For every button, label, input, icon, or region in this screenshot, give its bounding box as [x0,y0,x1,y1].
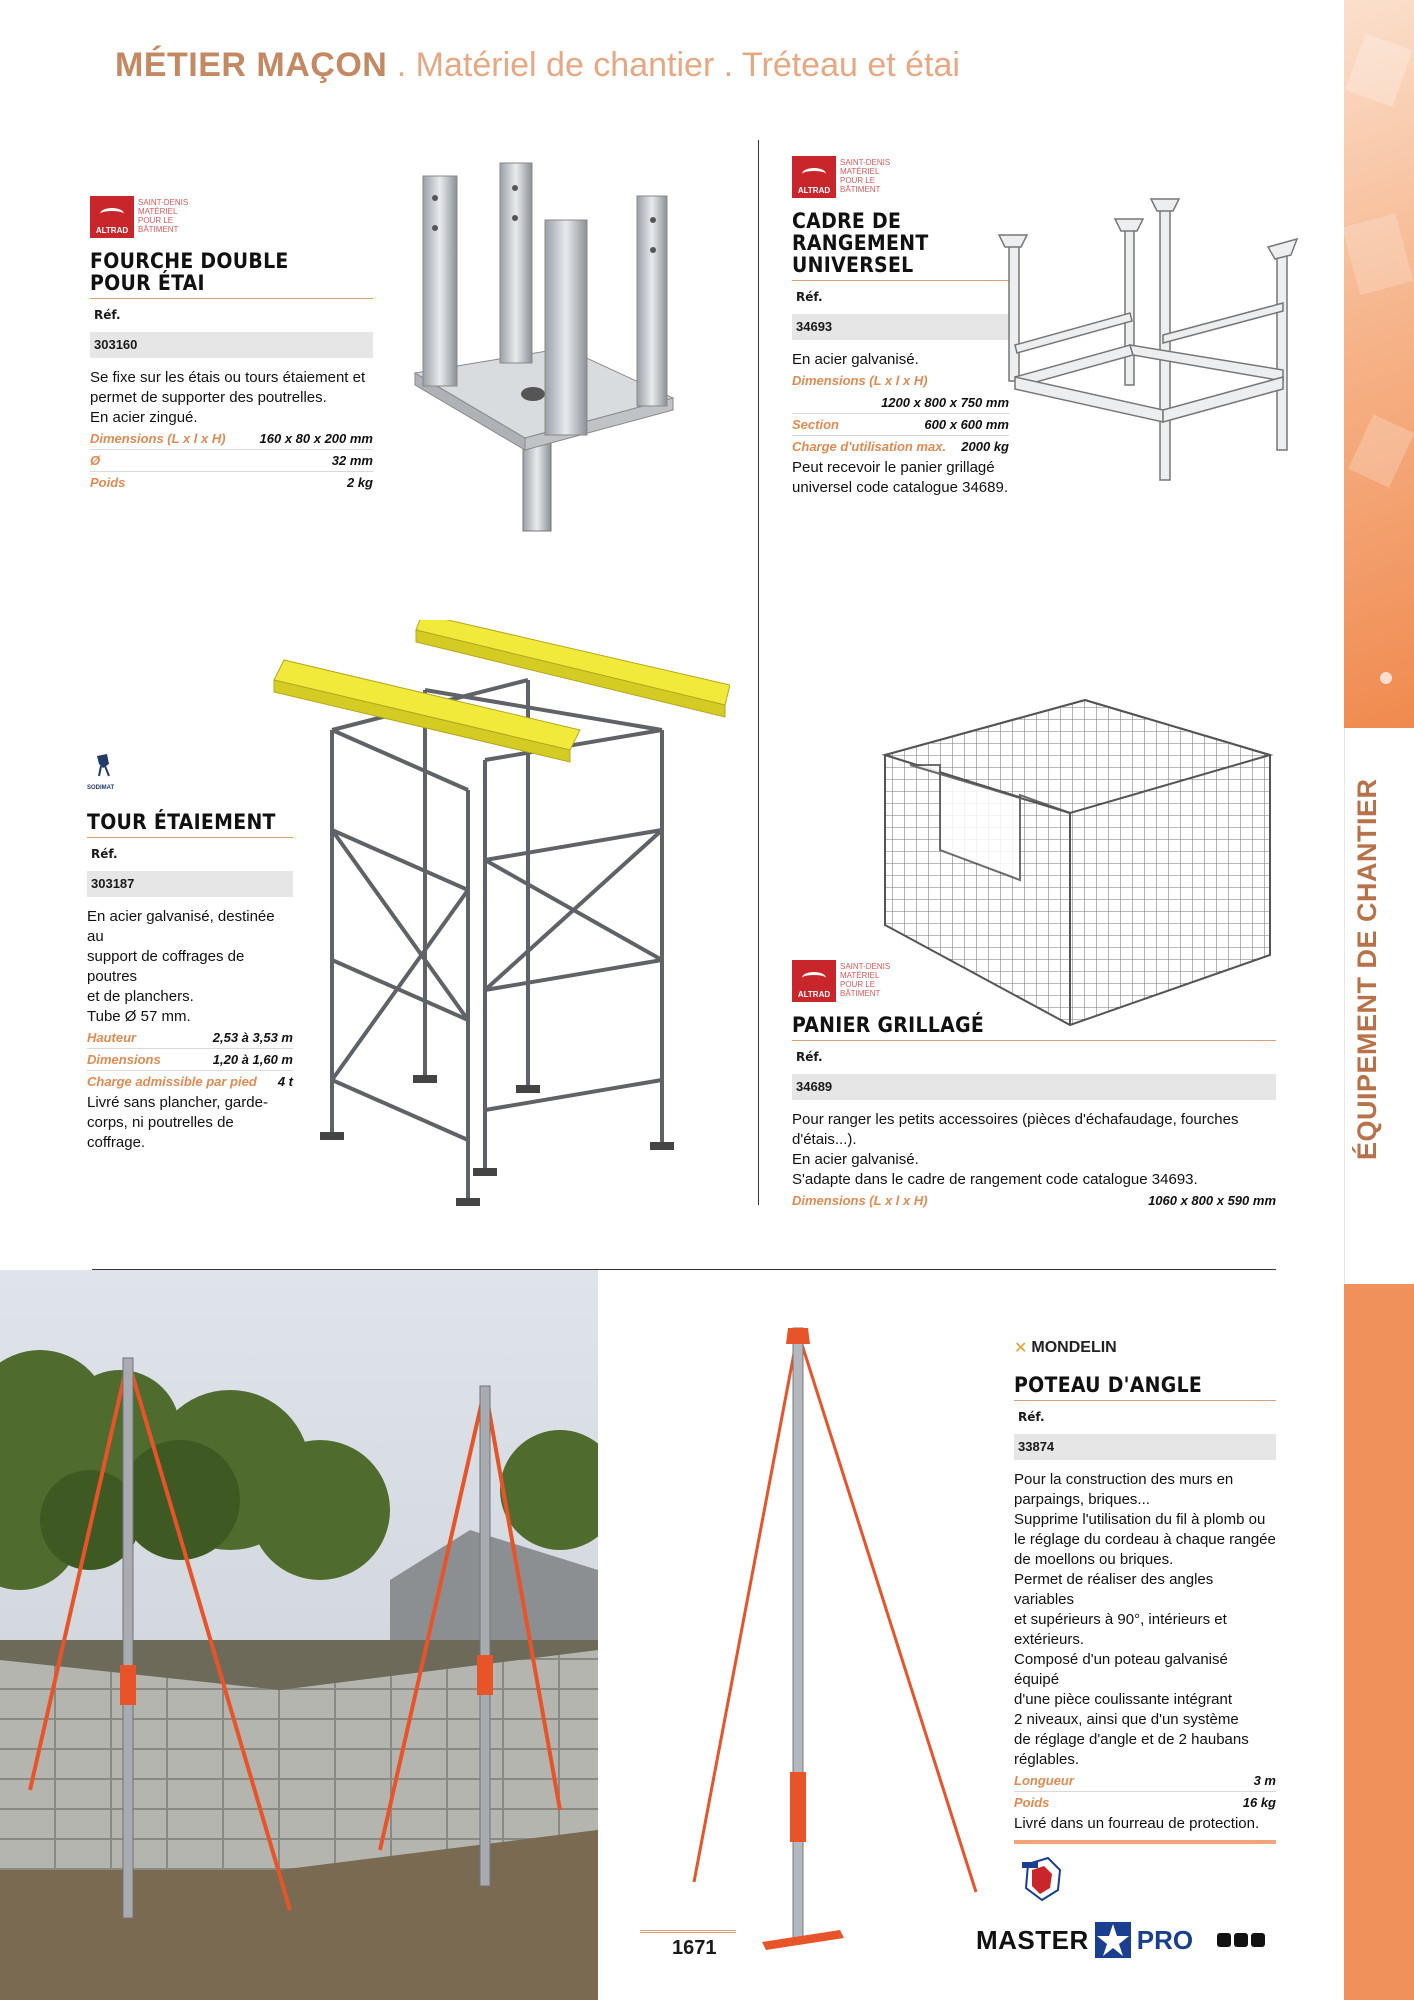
spec-row: Charge d'utilisation max. 2000 kg [792,439,1009,454]
sodimat-logo [87,752,293,791]
product-description: Livré dans un fourreau de protection. [1014,1815,1260,1832]
spec-table [87,1027,293,1093]
product-title: PANIER GRILLAGÉ [792,1014,1276,1041]
product-cadre-rangement [792,156,1009,498]
product-title: POTEAU D'ANGLE [1014,1374,1276,1401]
spec-row: Dimensions 1,20 à 1,60 m [87,1049,293,1071]
spec-row: 1200 x 800 x 750 mm [792,392,1009,414]
spec-row: Hauteur 2,53 à 3,53 m [87,1027,293,1049]
altrad-logo-text: SAINT-DENIS MATÉRIEL POUR LE BÂTIMENT [138,198,189,234]
altrad-logo [792,960,1276,1002]
page-header [115,46,960,85]
masterpro-logo-master: MASTER [976,1924,1089,1955]
ref-label: Réf. [91,847,118,861]
product-description: En acier galvanisé, destinée au support de coffrages de poutres et de planchers. Tube Ø 57 mm. [87,908,275,1025]
side-tab-label: ÉQUIPEMENT DE CHANTIER [1352,778,1382,1160]
product-description: Livré sans plancher, garde- corps, ni poutrelles de coffrage. [87,1094,268,1151]
header-subsection: . Matériel de chantier . Tréteau et étai [387,46,960,84]
product-description: Pour ranger les petits accessoires (pièces d'échafaudage, fourches d'étais...). En acier galvanisé. S'adapte dans le cadre de rangement code catalogue 34693. [792,1111,1239,1188]
masterpro-logo [976,1920,1265,1960]
side-decoration-shapes [1344,0,1414,728]
column-divider [758,140,759,1205]
tour-etaiement-illustration [270,620,730,1215]
ref-value: 303160 [90,332,373,358]
product-description: En acier galvanisé. [792,351,919,368]
altrad-logo-text: SAINT-DENIS MATÉRIEL POUR LE BÂTIMENT [840,962,891,998]
poteau-angle-illustration [680,1322,1000,1962]
ref-value: 33874 [1014,1434,1276,1460]
ref-label: Réf. [796,1050,823,1064]
header-section: MÉTIER MAÇON [115,46,388,84]
altrad-logo-box: ALTRAD [792,960,836,1002]
side-tab-bottom [1344,1284,1414,2000]
masterpro-star-icon [1093,1920,1133,1960]
ref-value: 303187 [87,871,293,897]
ref-label: Réf. [94,308,121,322]
sodimat-logo-icon [87,752,121,780]
altrad-logo-box: ALTRAD [792,156,836,198]
altrad-bird-icon [100,208,124,220]
ref-label: Réf. [1018,1410,1045,1424]
spec-row: Poids 2 kg [90,475,373,490]
spec-row: Charge admissible par pied 4 t [87,1074,293,1089]
altrad-logo [792,156,1009,198]
product-description: Se fixe sur les étais ou tours étaiement et permet de supporter des poutrelles. En acier zingué. [90,369,366,426]
footer-accent-rule [1014,1840,1276,1844]
spec-row: Poids 16 kg [1014,1795,1276,1810]
altrad-logo [90,196,373,238]
product-tour-etaiement [87,752,293,1153]
altrad-bird-icon [802,972,826,984]
masterpro-dots [1217,1933,1265,1947]
side-tab-decoration [1344,0,1414,728]
spec-row: Section 600 x 600 mm [792,414,1009,436]
mondelin-logo: ✕ MONDELIN [1014,1339,1117,1357]
spec-row: Ø 32 mm [90,450,373,472]
page-number-rule [640,1930,736,1933]
spec-table [90,428,373,494]
sodimat-logo-text: SODIMAT [87,785,115,791]
spec-row: Dimensions (L x l x H) [792,373,928,388]
product-panier-grillage [792,960,1276,1212]
product-description: Pour la construction des murs en parpaings, briques... Supprime l'utilisation du fil à plomb ou le réglage du cordeau à chaque rangée de moellons ou briques. Permet de réaliser des angles variables et supérieurs à 90°, intérieurs et extérieurs. Composé d'un poteau galvanisé équipé d'une pièce coulissante intégrant 2 niveaux, ainsi que d'un système de réglage d'angle et de 2 haubans réglables. [1014,1471,1276,1768]
cadre-rangement-illustration [985,195,1320,490]
made-in-france-badge-icon [1018,1856,1068,1902]
altrad-logo-text: SAINT-DENIS MATÉRIEL POUR LE BÂTIMENT [840,158,891,194]
page-number: 1671 [672,1937,717,1959]
construction-site-photo [0,1270,598,2000]
mondelin-mark-icon: ✕ [1014,1340,1028,1357]
altrad-logo-box: ALTRAD [90,196,134,238]
ref-label: Réf. [796,290,823,304]
product-fourche-double [90,196,373,494]
product-description: Peut recevoir le panier grillagé universel code catalogue 34689. [792,459,1008,496]
product-poteau-angle [1014,1338,1276,1834]
product-title: TOUR ÉTAIEMENT [87,811,293,838]
masterpro-logo-pro: PRO [1136,1924,1194,1955]
product-title: FOURCHE DOUBLE POUR ÉTAI [90,250,373,299]
ref-value: 34689 [792,1074,1276,1100]
spec-row: Dimensions (L x l x H) 1060 x 800 x 590 mm [792,1193,1276,1208]
fourche-double-illustration [405,158,685,536]
altrad-bird-icon [802,168,826,180]
product-title: CADRE DE RANGEMENT UNIVERSEL [792,210,1009,281]
ref-value: 34693 [792,314,1009,340]
spec-row: Longueur 3 m [1014,1770,1276,1792]
spec-row: Dimensions (L x l x H) 160 x 80 x 200 mm [90,428,373,450]
